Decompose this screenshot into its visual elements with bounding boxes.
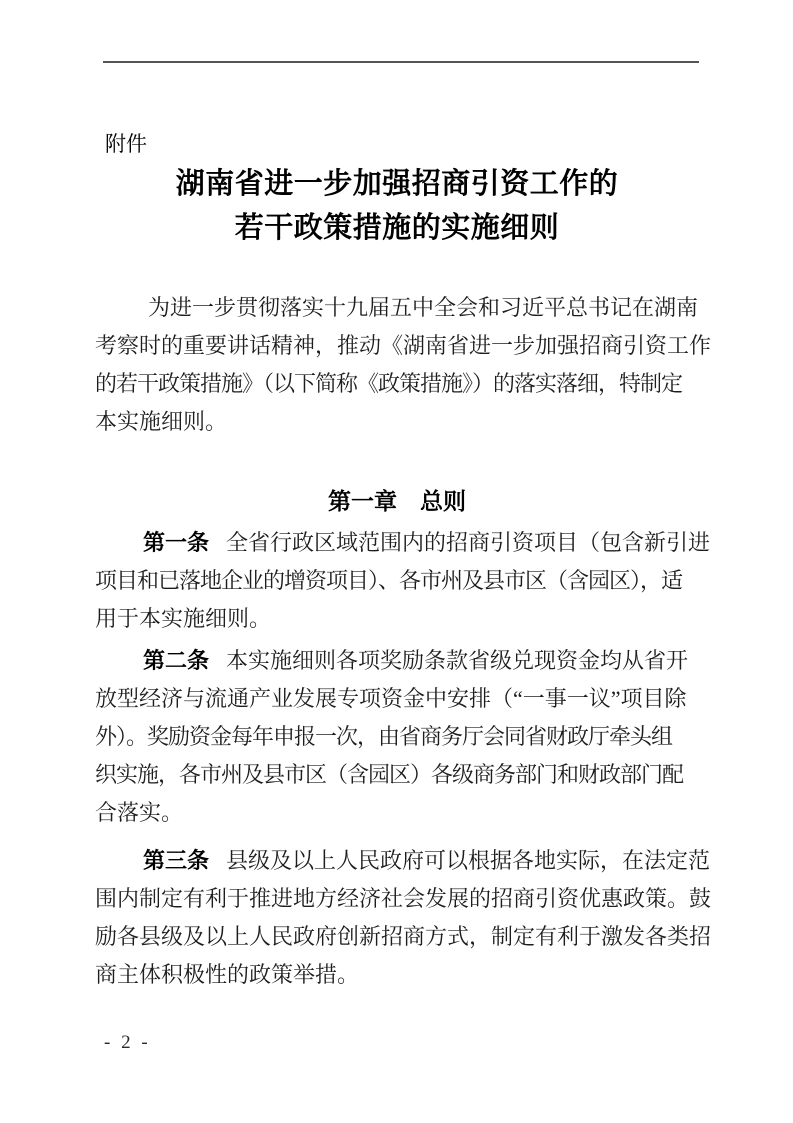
article-2-line: 织实施，各市州及县市区（含园区）各级商务部门和财政部门配 — [95, 762, 684, 787]
page-number: - 2 - — [104, 1032, 151, 1053]
article-1 — [95, 524, 711, 638]
intro-paragraph — [95, 289, 712, 441]
article-1-first-line-text: 全省行政区域范围内的招商引资项目（包含新引进 — [226, 530, 711, 555]
document-title-line-2: 若干政策措施的实施细则 — [234, 212, 560, 244]
article-3 — [95, 842, 712, 994]
document-body — [95, 289, 712, 994]
paragraph-line: 为进一步贯彻落实十九届五中全会和习近平总书记在湖南 — [148, 295, 699, 320]
document-title — [95, 162, 699, 250]
article-1-number: 第一条 — [143, 530, 210, 555]
article-2-number: 第二条 — [143, 648, 210, 673]
header-divider-rule — [103, 61, 699, 63]
article-3-line: 围内制定有利于推进地方经济社会发展的招商引资优惠政策。鼓 — [95, 886, 712, 911]
article-2-first-line — [95, 642, 699, 680]
article-2 — [95, 642, 699, 832]
article-1-first-line — [95, 524, 711, 562]
chapter-1-heading: 第一章 总则 — [328, 488, 466, 514]
document-title-line-1: 湖南省进一步加强招商引资工作的 — [175, 168, 619, 200]
article-1-line: 项目和已落地企业的增资项目）、各市州及县市区（含园区），适 — [95, 568, 683, 593]
article-3-line: 励各县级及以上人民政府创新招商方式，制定有利于激发各类招 — [95, 924, 712, 949]
article-3-number: 第三条 — [143, 848, 210, 873]
attachment-label: 附件 — [105, 133, 147, 156]
paragraph-line: 本实施细则。 — [95, 409, 228, 434]
article-1-line: 用于本实施细则。 — [95, 606, 272, 631]
article-2-line: 放型经济与流通产业发展专项资金中安排（“一事一议”项目除 — [95, 686, 687, 711]
article-2-first-line-text: 本实施细则各项奖励条款省级兑现资金均从省开 — [226, 648, 689, 673]
article-3-line: 商主体积极性的政策举措。 — [95, 962, 360, 987]
paragraph-line: 考察时的重要讲话精神，推动《湖南省进一步加强招商引资工作 — [95, 333, 712, 358]
article-3-first-line — [95, 842, 711, 880]
article-2-line: 合落实。 — [95, 800, 184, 825]
article-2-line: 外）。奖励资金每年申报一次，由省商务厅会同省财政厅牵头组 — [95, 724, 673, 749]
article-3-first-line-text: 县级及以上人民政府可以根据各地实际，在法定范 — [226, 848, 711, 873]
paragraph-line: 的若干政策措施》（以下简称《政策措施》）的落实落细，特制定 — [95, 371, 683, 396]
